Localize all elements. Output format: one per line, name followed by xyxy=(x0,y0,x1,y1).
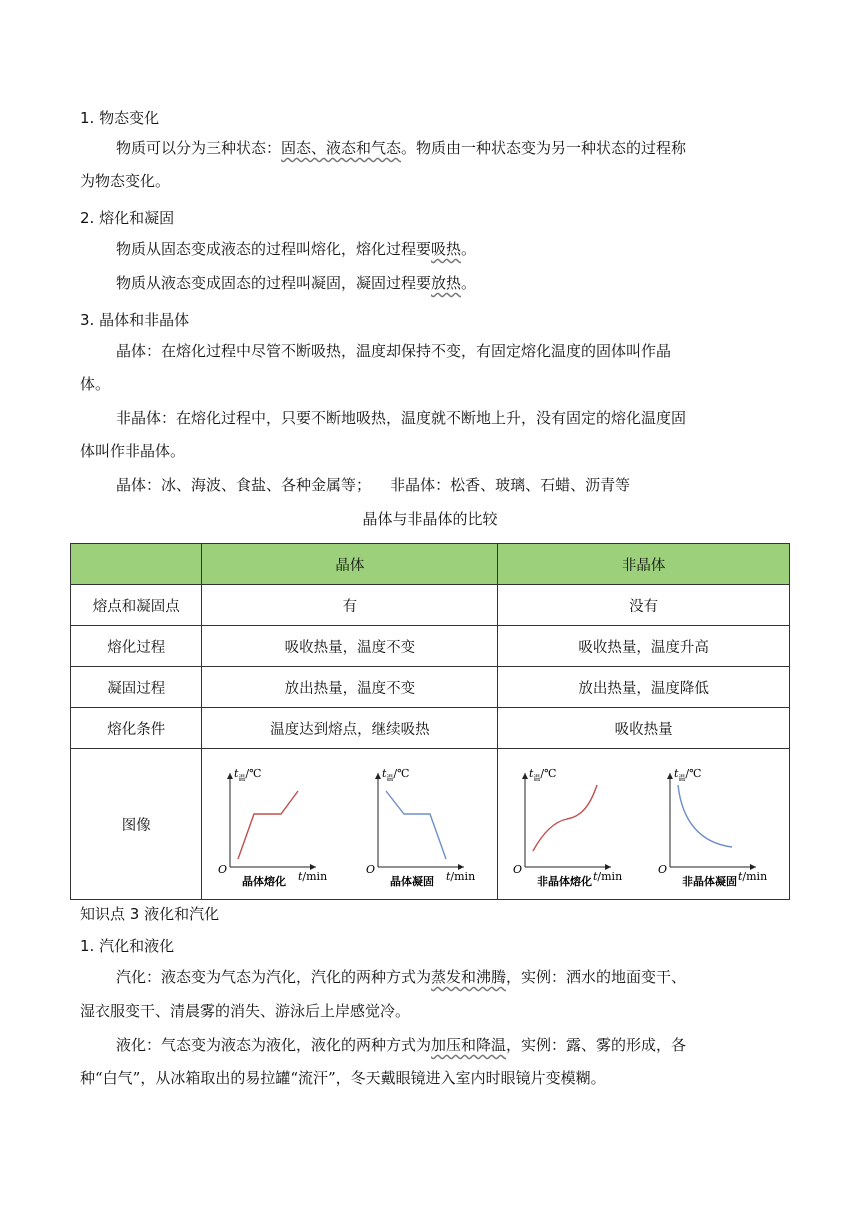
row-label: 熔化过程 xyxy=(71,626,202,667)
table-row xyxy=(71,667,790,708)
underlined-term: 放热 xyxy=(431,274,462,292)
graph-curve xyxy=(533,785,597,851)
table-cell: 吸收热量 xyxy=(498,708,790,749)
paragraph-vaporization-line2: 湿衣服变干、清晨雾的消失、游泳后上岸感觉冷。 xyxy=(80,1002,411,1020)
graph-curve xyxy=(678,785,732,847)
x-axis-label: t/min xyxy=(738,870,768,883)
graphs-cell-crystal xyxy=(202,749,498,900)
table-row xyxy=(71,585,790,626)
underlined-term: 吸热 xyxy=(431,240,462,258)
text: 。物质由一种状态变为另一种状态的过程称 xyxy=(401,139,687,157)
table-cell: 吸收热量，温度不变 xyxy=(202,626,498,667)
paragraph-amorphous-line2: 体叫作非晶体。 xyxy=(80,442,186,460)
y-axis-arrow-icon xyxy=(667,773,673,779)
graph-caption: 晶体凝固 xyxy=(389,875,434,888)
y-axis-label: $t_温/℃$ xyxy=(674,767,702,782)
graph-amorphous-freezing xyxy=(656,759,776,889)
graph-amorphous-melting xyxy=(511,759,631,889)
knowledge-point-heading: 知识点 3 液化和汽化 xyxy=(80,905,220,923)
table-cell: 温度达到熔点，继续吸热 xyxy=(202,708,498,749)
paragraph-crystal-line1: 晶体：在熔化过程中尽管不断吸热，温度却保持不变，有固定熔化温度的固体叫作晶 xyxy=(116,342,672,360)
graph-curve xyxy=(386,791,446,859)
text: 。 xyxy=(461,240,477,258)
table-cell: 没有 xyxy=(498,585,790,626)
text: 物质从固态变成液态的过程叫熔化，熔化过程要 xyxy=(116,240,432,258)
y-axis-label: $t_温/℃$ xyxy=(528,767,557,782)
underlined-term: 蒸发和沸腾 xyxy=(431,968,507,986)
graph-crystal-freezing xyxy=(364,759,484,889)
table-cell: 吸收热量，温度升高 xyxy=(498,626,790,667)
paragraph-crystal-line2: 体。 xyxy=(80,375,111,393)
graph-curve xyxy=(238,791,298,859)
paragraph-vaporization-line1 xyxy=(116,962,686,993)
section-title-state-change: 1. 物态变化 xyxy=(80,109,160,127)
table-cell: 有 xyxy=(202,585,498,626)
paragraph-melting xyxy=(116,234,476,265)
table-row-graphs xyxy=(71,749,790,900)
row-label: 熔化条件 xyxy=(71,708,202,749)
text: 物质可以分为三种状态： xyxy=(116,139,282,157)
origin-label: O xyxy=(218,863,228,876)
graph-crystal-melting xyxy=(216,759,336,889)
origin-label: O xyxy=(365,863,375,876)
header-cell: 非晶体 xyxy=(498,544,790,585)
x-axis-label: t/min xyxy=(592,870,623,883)
graph-caption: 晶体熔化 xyxy=(242,875,287,888)
y-axis-arrow-icon xyxy=(375,773,381,779)
row-label: 图像 xyxy=(71,749,202,900)
text: 汽化：液态变为气态为汽化，汽化的两种方式为 xyxy=(116,968,432,986)
text: ，实例：洒水的地面变干、 xyxy=(506,968,687,986)
graph-caption: 非晶体熔化 xyxy=(536,875,592,888)
table-caption: 晶体与非晶体的比较 xyxy=(362,510,498,528)
y-axis-arrow-icon xyxy=(522,773,528,779)
row-label: 熔点和凝固点 xyxy=(71,585,202,626)
text: 。 xyxy=(461,274,477,292)
paragraph-amorphous-line1: 非晶体：在熔化过程中，只要不断地吸热，温度就不断地上升，没有固定的熔化温度固 xyxy=(116,409,687,427)
underlined-term: 固态、液态和气态 xyxy=(281,139,402,157)
paragraph-state-change-line1 xyxy=(116,133,686,164)
y-axis-label: $t_温/℃$ xyxy=(381,767,409,782)
underlined-term: 加压和降温 xyxy=(431,1036,507,1054)
paragraph-liquefaction-line1 xyxy=(116,1030,686,1061)
section-title-melting-freezing: 2. 熔化和凝固 xyxy=(80,209,175,227)
graph-caption: 非晶体凝固 xyxy=(682,875,738,888)
header-cell xyxy=(71,544,202,585)
section-title-vaporization: 1. 汽化和液化 xyxy=(80,937,175,955)
text: ，实例：露、雾的形成，各 xyxy=(506,1036,687,1054)
comparison-table xyxy=(70,543,790,900)
paragraph-liquefaction-line2: 种“白气”，从冰箱取出的易拉罐“流汗”，冬天戴眼镜进入室内时眼镜片变模糊。 xyxy=(80,1069,606,1087)
origin-label: O xyxy=(512,863,522,876)
table-row xyxy=(71,626,790,667)
section-title-crystal: 3. 晶体和非晶体 xyxy=(80,311,190,329)
x-axis-label: t/min xyxy=(298,870,328,883)
table-cell: 放出热量，温度不变 xyxy=(202,667,498,708)
table-header-row xyxy=(71,544,790,585)
y-axis-label: $t_温/℃$ xyxy=(234,767,262,782)
row-label: 凝固过程 xyxy=(71,667,202,708)
paragraph-examples: 晶体：冰、海波、食盐、各种金属等； 非晶体：松香、玻璃、石蜡、沥青等 xyxy=(116,476,631,494)
origin-label: O xyxy=(658,863,668,876)
paragraph-state-change-line2: 为物态变化。 xyxy=(80,172,171,190)
y-axis-arrow-icon xyxy=(227,773,233,779)
graphs-cell-amorphous xyxy=(498,749,790,900)
text: 液化：气态变为液态为液化，液化的两种方式为 xyxy=(116,1036,432,1054)
x-axis-label: t/min xyxy=(445,870,475,883)
text: 物质从液态变成固态的过程叫凝固，凝固过程要 xyxy=(116,274,432,292)
table-row xyxy=(71,708,790,749)
header-cell: 晶体 xyxy=(202,544,498,585)
table-cell: 放出热量，温度降低 xyxy=(498,667,790,708)
paragraph-freezing xyxy=(116,268,476,299)
